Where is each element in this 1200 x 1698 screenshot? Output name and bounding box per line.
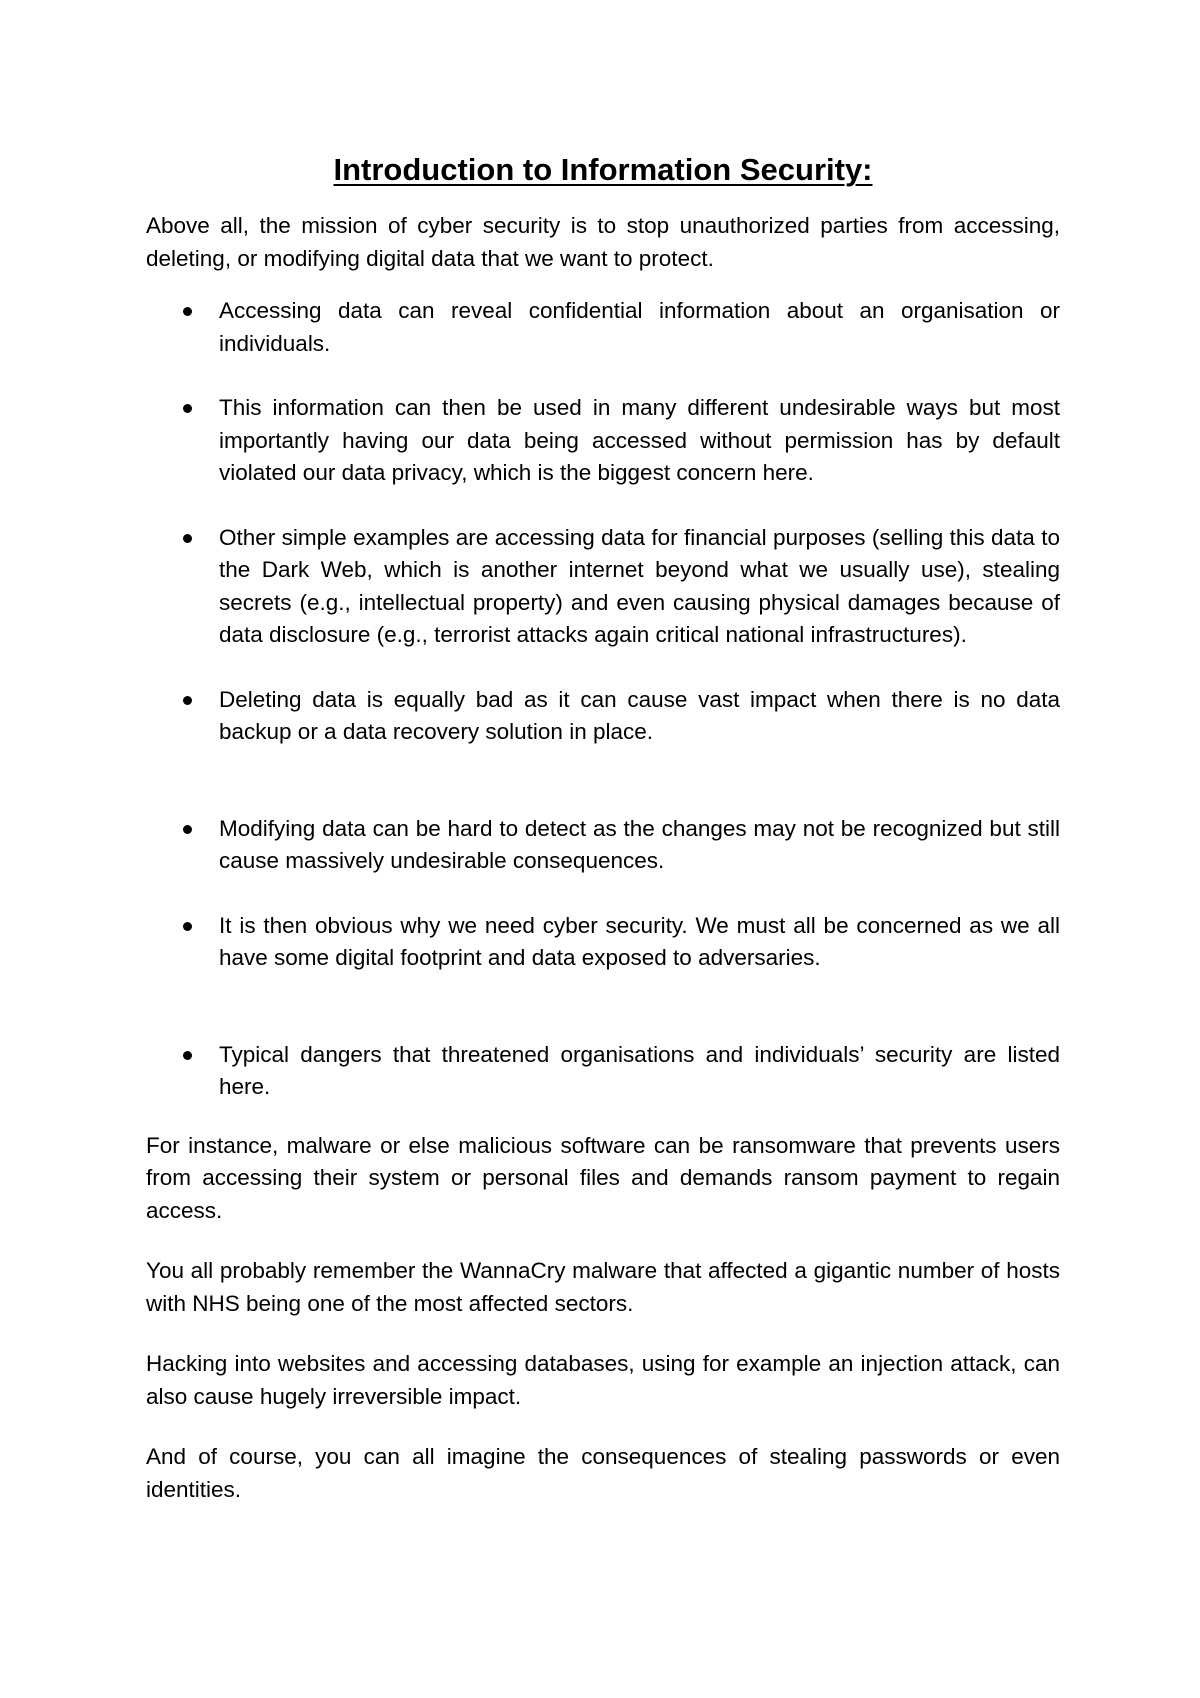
list-item [146,1039,1060,1104]
page-title: Introduction to Information Security: [333,152,873,187]
paragraph-passwords: And of course, you can all imagine the consequences of stealing passwords or even identities. [146,1444,1060,1502]
bullet-icon [183,922,192,931]
list-item-text: Deleting data is equally bad as it can cause vast impact when there is no data backup or a data recovery solution in place. [219,686,1060,744]
list-item [146,522,1060,652]
list-item-text: Accessing data can reveal confidential information about an organisation or individuals. [219,298,1060,356]
list-item [146,813,1060,878]
list-item-text: Typical dangers that threatened organisations and individuals’ security are listed here. [219,1041,1060,1099]
list-item-text: Modifying data can be hard to detect as the changes may not be recognized but still cause massively undesirable consequences. [219,815,1060,873]
bullet-icon [183,307,192,316]
bullet-icon [183,1051,192,1060]
intro-paragraph: Above all, the mission of cyber security is to stop unauthorized parties from accessing, deleting, or modifying digital data that we want to protect. [146,213,1060,271]
paragraph-hacking: Hacking into websites and accessing databases, using for example an injection attack, can also cause hugely irreversible impact. [146,1351,1060,1409]
document-page [146,150,1060,1506]
bullet-icon [183,825,192,834]
list-item [146,295,1060,360]
list-item [146,910,1060,975]
list-item [146,684,1060,749]
list-item-text: It is then obvious why we need cyber security. We must all be concerned as we all have some digital footprint and data exposed to adversaries. [219,912,1060,970]
bullet-list [146,295,1060,1104]
list-item [146,392,1060,490]
list-item-text: This information can then be used in many different undesirable ways but most importantly having our data being accessed without permission has by default violated our data privacy, which is the biggest concern here. [219,395,1060,485]
bullet-icon [183,404,192,413]
list-item-text: Other simple examples are accessing data for financial purposes (selling this data to the Dark Web, which is another internet beyond what we usually use), stealing secrets (e.g., intellectual property) and even causing physical damages because of data disclosure (e.g., terrorist attacks again critical national infrastructures). [219,524,1060,647]
paragraph-wannacry: You all probably remember the WannaCry malware that affected a gigantic number of hosts with NHS being one of the most affected sectors. [146,1258,1060,1316]
bullet-icon [183,534,192,543]
paragraph-malware: For instance, malware or else malicious software can be ransomware that prevents users from accessing their system or personal files and demands ransom payment to regain access. [146,1132,1060,1223]
bullet-icon [183,696,192,705]
